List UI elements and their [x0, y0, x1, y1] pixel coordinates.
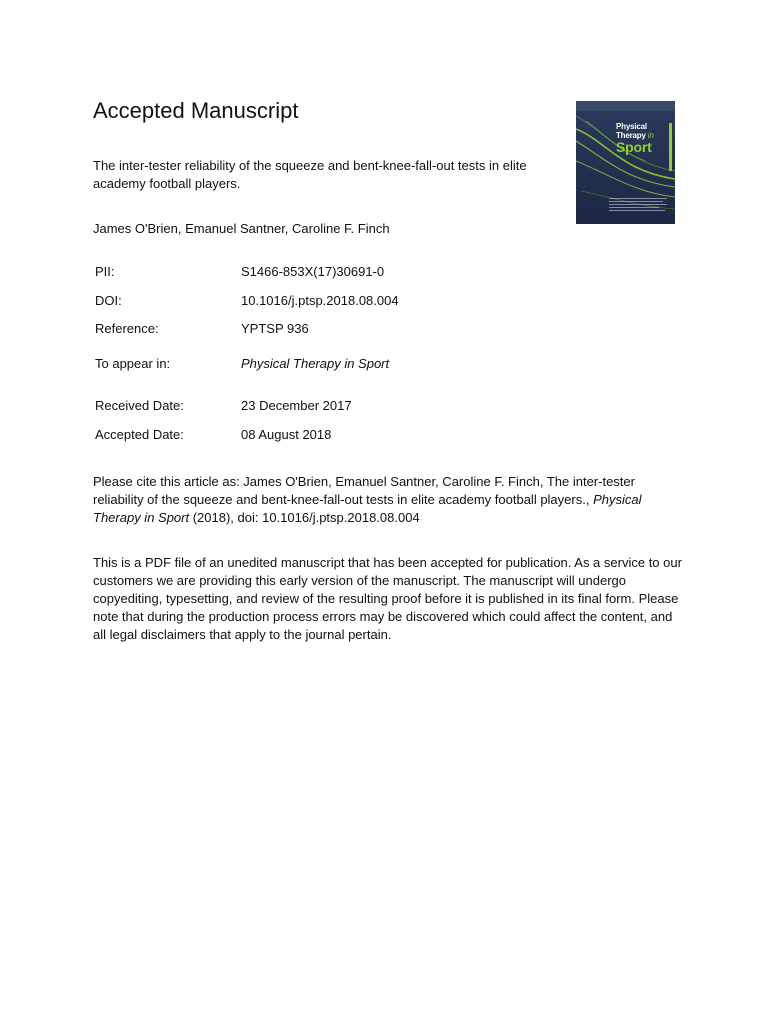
cover-title-line1: Physical [616, 122, 647, 131]
accepted-label: Accepted Date: [95, 427, 184, 442]
pii-label: PII: [95, 264, 115, 279]
accepted-value: 08 August 2018 [241, 427, 332, 442]
cover-title-line2: Therapy [616, 131, 648, 140]
citation-suffix: (2018), doi: 10.1016/j.ptsp.2018.08.004 [189, 510, 420, 525]
pii-value: S1466-853X(17)30691-0 [241, 264, 385, 279]
reference-label: Reference: [95, 321, 159, 336]
cover-artwork [576, 101, 675, 224]
reference-value: YPTSP 936 [241, 321, 309, 336]
citation-journal: Physical Therapy in Sport [93, 492, 642, 525]
cover-title-line3: Sport [616, 139, 652, 155]
citation-prefix: Please cite this article as: James O'Brien, Emanuel Santner, Caroline F. Finch, The inter-tester reliability of the squeeze and bent-knee-fall-out tests in elite academy football players., [93, 474, 635, 507]
article-title: The inter-tester reliability of the squeeze and bent-knee-fall-out tests in elite academy football players. [93, 158, 527, 191]
journal-cover-image [576, 101, 675, 224]
article-authors: James O'Brien, Emanuel Santner, Caroline F. Finch [93, 221, 390, 236]
cover-title-in: in [647, 131, 654, 140]
received-value: 23 December 2017 [241, 398, 352, 413]
cover-accent-bar [669, 123, 672, 171]
page-heading: Accepted Manuscript [93, 98, 299, 123]
received-label: Received Date: [95, 398, 184, 413]
appear-label: To appear in: [95, 356, 171, 371]
appear-value: Physical Therapy in Sport [241, 356, 390, 371]
citation-paragraph [93, 473, 673, 527]
doi-label: DOI: [95, 293, 122, 308]
cover-title [616, 122, 654, 154]
notice-paragraph: This is a PDF file of an unedited manuscript that has been accepted for publication. As a service to our customers we are providing this early version of the manuscript. The manuscript will undergo copyediting, typesetting, and review of the resulting proof before it is published in its final form. Please note that during the production process errors may be discovered which could affect the content, and all legal disclaimers that apply to the journal pertain. [93, 555, 682, 642]
doi-value: 10.1016/j.ptsp.2018.08.004 [241, 293, 399, 308]
